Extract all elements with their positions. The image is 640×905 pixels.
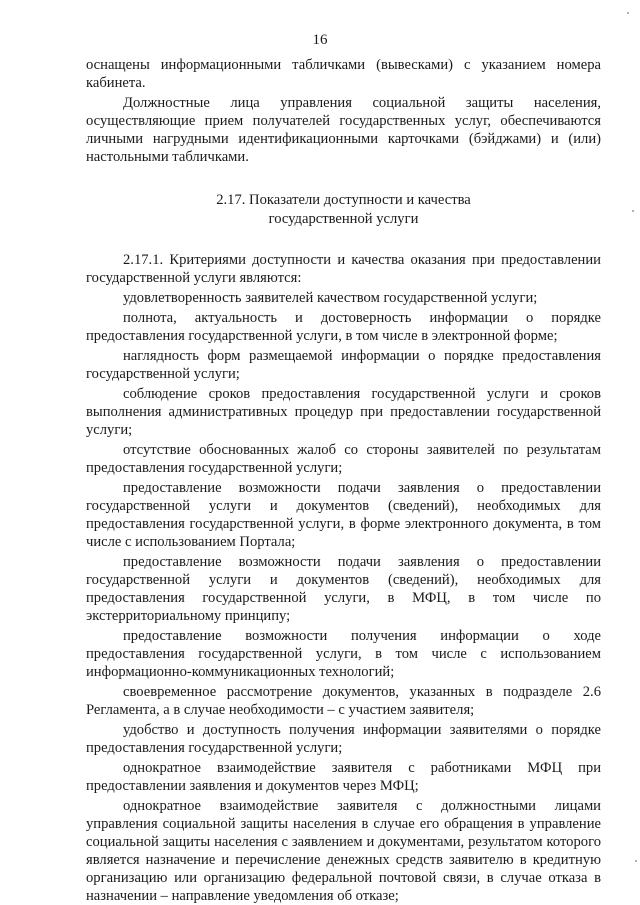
- scan-speck: [632, 210, 634, 212]
- criteria-item: предоставление возможности получения информации о ходе предоставления государственной услуги, в том числе с использованием информационно-коммуникационных технологий;: [86, 628, 601, 680]
- scan-speck: [627, 12, 629, 14]
- section-title-line-2: государственной услуги: [268, 211, 419, 227]
- criteria-item: удовлетворенность заявителей качеством государственной услуги;: [123, 290, 538, 306]
- paragraph-continuation: оснащены информационными табличками (вывесками) с указанием номера кабинета.: [86, 57, 601, 91]
- paragraph-criteria-intro: 2.17.1. Критериями доступности и качества оказания при предоставлении государственной услуги являются:: [86, 252, 601, 286]
- criteria-item: предоставление возможности подачи заявления о предоставлении государственной услуги и документов (сведений), необходимых для предоставления государственной услуги, в форме электронного документа, в том числе с использованием Портала;: [86, 480, 601, 550]
- criteria-item: предоставление возможности подачи заявления о предоставлении государственной услуги и документов (сведений), необходимых для предоставления государственной услуги, в МФЦ, в том числе по экстерриториальному принципу;: [86, 554, 601, 624]
- criteria-item: отсутствие обоснованных жалоб со стороны заявителей по результатам предоставления государственной услуги;: [86, 442, 601, 476]
- document-body: [86, 56, 601, 905]
- criteria-item: однократное взаимодействие заявителя с должностными лицами управления социальной защиты населения в случае его обращения в управление социальной защиты населения с заявлением и документами, результатом которого является назначение и перечисление денежных средств заявителю в кредитную организацию или организацию федеральной почтовой связи, в случае отказа в назначении – направление уведомления об отказе;: [86, 798, 601, 904]
- section-title-line-1: 2.17. Показатели доступности и качества: [216, 192, 471, 208]
- paragraph-staff-badges: Должностные лица управления социальной защиты населения, осуществляющие прием получателей государственных услуг, обеспечиваются личными нагрудными идентификационными карточками (бэйджами) и (или) настольными табличками.: [86, 95, 601, 165]
- criteria-item: наглядность форм размещаемой информации о порядке предоставления государственной услуги;: [86, 348, 601, 382]
- criteria-item: однократное взаимодействие заявителя с работниками МФЦ при предоставлении заявления и документов через МФЦ;: [86, 760, 601, 794]
- criteria-item: удобство и доступность получения информации заявителями о порядке предоставления государственной услуги;: [86, 722, 601, 756]
- criteria-item: соблюдение сроков предоставления государственной услуги и сроков выполнения административных процедур при предоставлении государственной услуги;: [86, 386, 601, 438]
- criteria-item: своевременное рассмотрение документов, указанных в подразделе 2.6 Регламента, а в случае необходимости – с участием заявителя;: [86, 684, 601, 718]
- scan-speck: [635, 860, 637, 862]
- criteria-item: полнота, актуальность и достоверность информации о порядке предоставления государственной услуги, в том числе в электронной форме;: [86, 310, 601, 344]
- page-number: 16: [312, 32, 328, 48]
- section-heading: [86, 191, 601, 229]
